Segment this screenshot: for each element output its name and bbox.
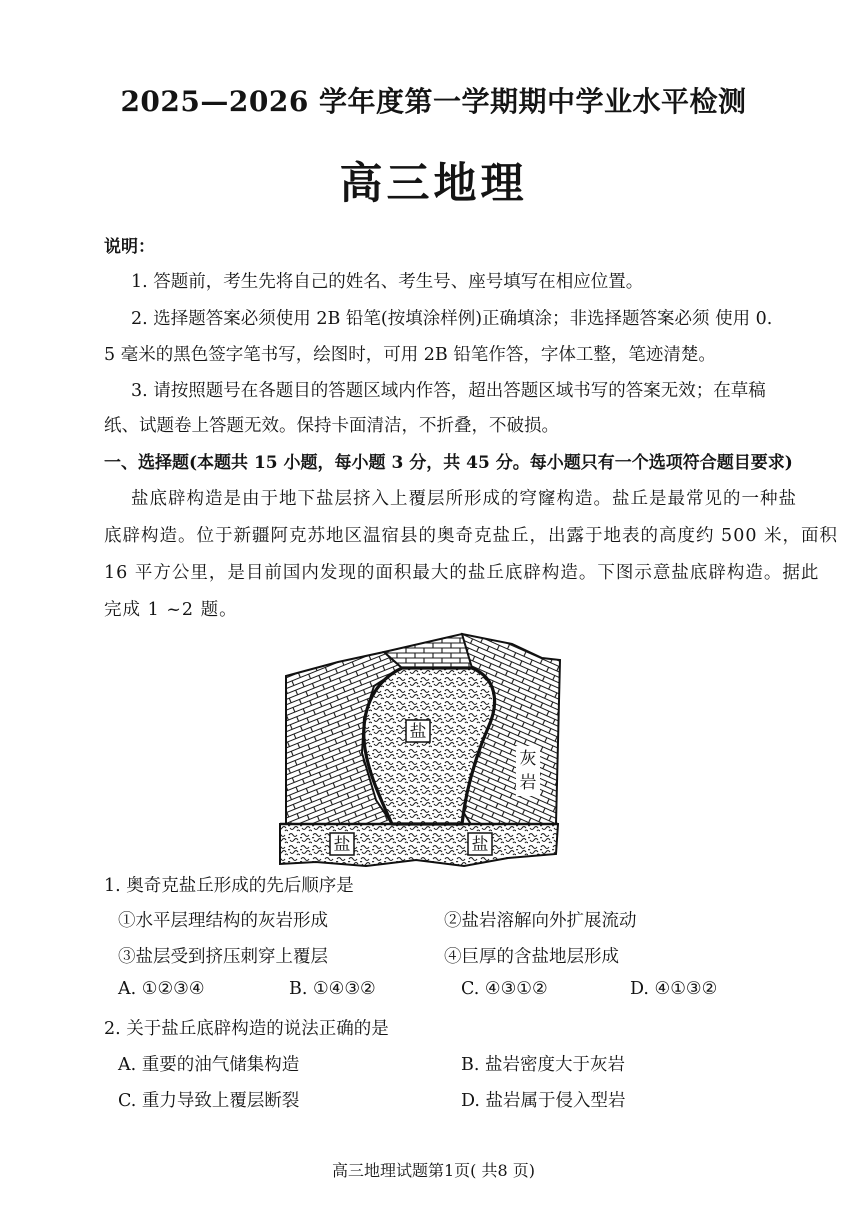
question-1-option-d[interactable]: D. ④①③②: [630, 979, 718, 999]
question-1-option-a[interactable]: A. ①②③④: [118, 979, 205, 999]
instruction-line: 1. 答题前，考生先将自己的姓名、考生号、座号填写在相应位置。: [131, 272, 644, 292]
instruction-line: 3. 请按照题号在各题目的答题区域内作答，超出答题区域书写的答案无效；在草稿: [131, 381, 766, 401]
question-1-option-c[interactable]: C. ④③①②: [461, 979, 548, 999]
limestone-label-2: 岩: [519, 773, 537, 793]
question-2-stem: 2. 关于盐丘底辟构造的说法正确的是: [104, 1019, 389, 1039]
limestone-cap: [384, 634, 472, 668]
question-2-option-c[interactable]: C. 重力导致上覆层断裂: [118, 1091, 300, 1111]
instruction-line: 5 毫米的黑色签字笔书写，绘图时，可用 2B 铅笔作答，字体工整，笔迹清楚。: [104, 345, 716, 365]
question-1-option-b[interactable]: B. ①④③②: [289, 979, 376, 999]
passage-line: 16 平方公里，是目前国内发现的面积最大的盐丘底辟构造。下图示意盐底辟构造。据此: [104, 563, 820, 583]
instruction-line: 纸、试题卷上答题无效。保持卡面清洁，不折叠，不破损。: [104, 416, 559, 436]
instruction-line: 2. 选择题答案必须使用 2B 铅笔(按填涂样例)正确填涂；非选择题答案必须 使用 0.: [131, 309, 773, 329]
page-footer: 高三地理试题第1页( 共8 页): [331, 1161, 536, 1180]
salt-label-left: 盐: [333, 835, 351, 855]
salt-label-top: 盐: [409, 722, 427, 742]
passage-line: 底辟构造。位于新疆阿克苏地区温宿县的奥奇克盐丘，出露于地表的高度约 500 米，面积: [104, 526, 839, 546]
question-1-stem: 1. 奥奇克盐丘形成的先后顺序是: [104, 876, 354, 896]
question-1-statement: ③盐层受到挤压刺穿上覆层: [118, 947, 328, 967]
salt-label-right: 盐: [471, 835, 489, 855]
question-1-statement: ④巨厚的含盐地层形成: [444, 947, 619, 967]
salt-layer: [280, 824, 558, 866]
question-2-option-a[interactable]: A. 重要的油气储集构造: [118, 1055, 300, 1075]
passage-line: 盐底辟构造是由于地下盐层挤入上覆层所形成的穹窿构造。盐丘是最常见的一种盐: [131, 489, 797, 509]
salt-diapir-diagram: [276, 628, 562, 868]
question-1-statement: ①水平层理结构的灰岩形成: [118, 911, 328, 931]
exam-title: 2025—2026 学年度第一学期期中学业水平检测: [120, 85, 747, 118]
question-2-option-b[interactable]: B. 盐岩密度大于灰岩: [461, 1055, 625, 1075]
passage-line: 完成 1 ~2 题。: [104, 600, 238, 620]
instructions-heading: 说明：: [104, 237, 155, 257]
section-heading: 一、选择题(本题共 15 小题，每小题 3 分，共 45 分。每小题只有一个选项符合题目要求): [104, 453, 793, 473]
question-1-statement: ②盐岩溶解向外扩展流动: [444, 911, 637, 931]
limestone-label-1: 灰: [519, 749, 537, 769]
question-2-option-d[interactable]: D. 盐岩属于侵入型岩: [461, 1091, 626, 1111]
subject-title: 高三地理: [339, 159, 528, 209]
